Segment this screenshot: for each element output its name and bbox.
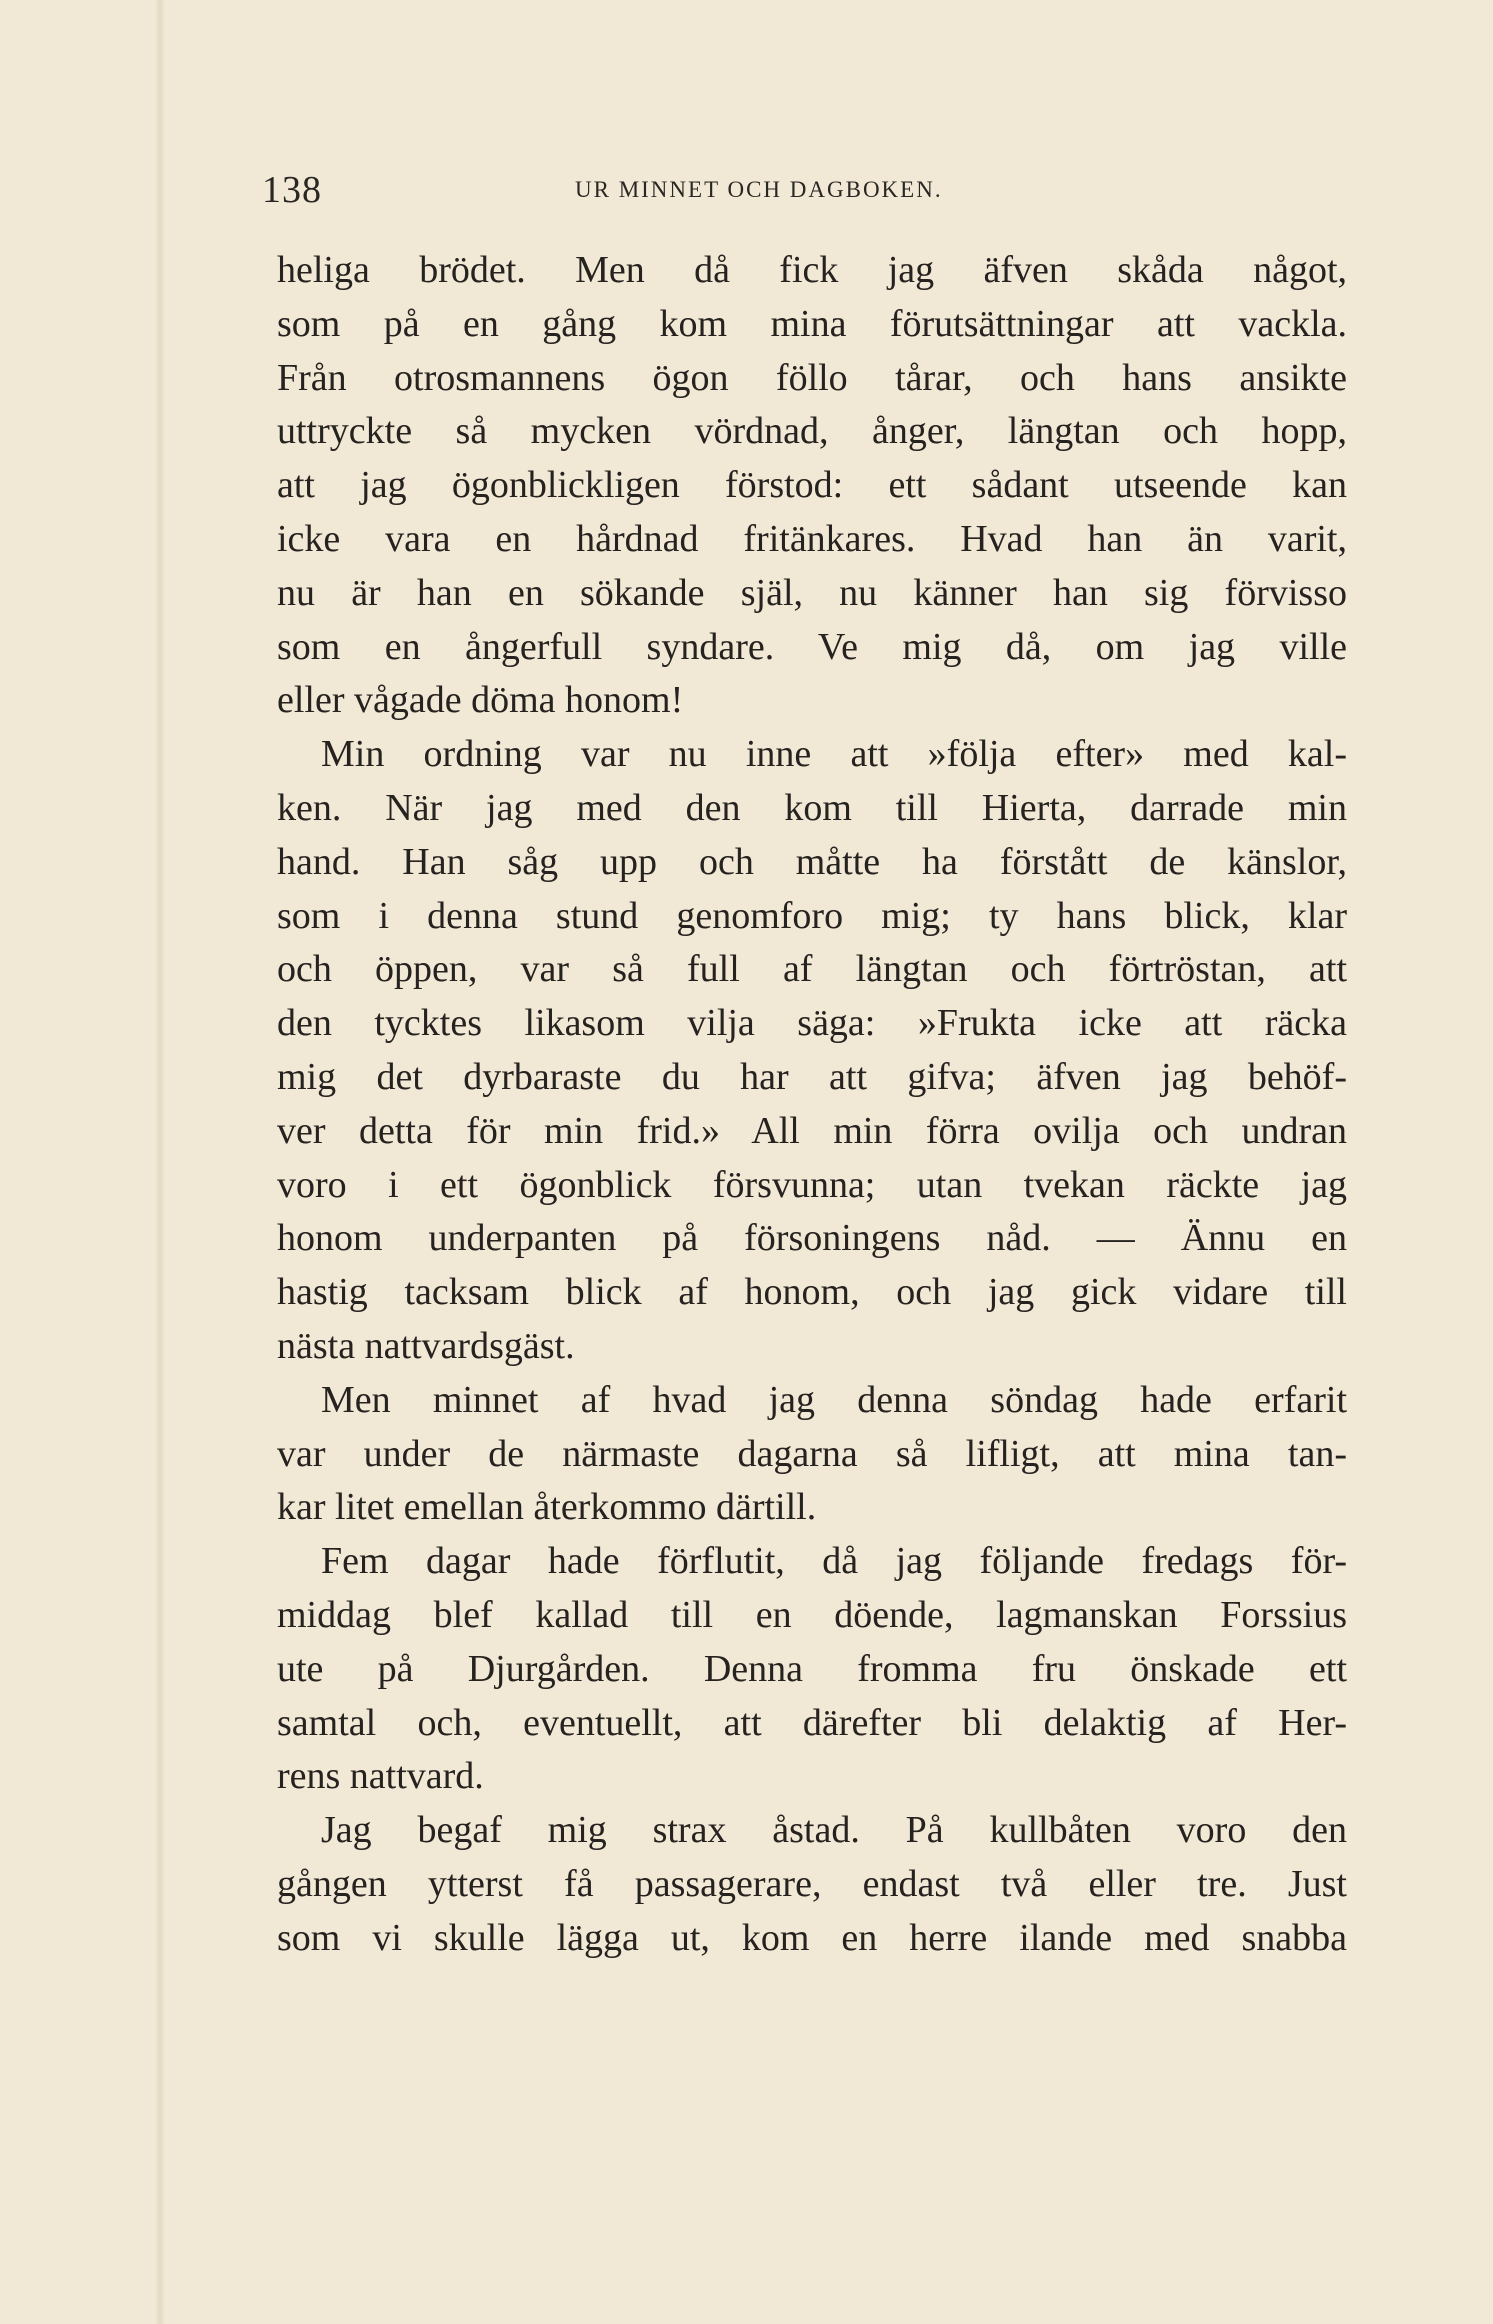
text-line: och öppen, var så full af längtan och förtröstan, att <box>277 948 1347 991</box>
text-line: att jag ögonblickligen förstod: ett sådant utseende kan <box>277 464 1347 507</box>
text-line: heliga brödet. Men då fick jag äfven skåda något, <box>277 249 1347 291</box>
text-line: rens nattvard. <box>277 1755 484 1798</box>
text-line: Fem dagar hade förflutit, då jag följande fredags för- <box>321 1540 1347 1583</box>
text-line: nästa nattvardsgäst. <box>277 1324 575 1367</box>
text-line: var under de närmaste dagarna så lifligt, att mina tan- <box>277 1432 1347 1475</box>
text-line: Men minnet af hvad jag denna söndag hade erfarit <box>321 1378 1347 1421</box>
text-line: den tycktes likasom vilja säga: »Frukta icke att räcka <box>277 1002 1347 1045</box>
text-line: samtal och, eventuellt, att därefter bli delaktig af Her- <box>277 1701 1347 1744</box>
text-line: hastig tacksam blick af honom, och jag gick vidare till <box>277 1271 1347 1314</box>
text-line: som på en gång kom mina förutsättningar att vackla. <box>277 302 1347 345</box>
text-line: som i denna stund genomforo mig; ty hans blick, klar <box>277 894 1347 937</box>
text-line: hand. Han såg upp och måtte ha förstått de känslor, <box>277 840 1347 883</box>
text-line: Jag begaf mig strax åstad. På kullbåten voro den <box>321 1809 1347 1852</box>
text-line: icke vara en hårdnad fritänkares. Hvad han än varit, <box>277 517 1347 560</box>
text-line: honom underpanten på försoningens nåd. — Ännu en <box>277 1217 1347 1260</box>
page-number: 138 <box>262 169 322 211</box>
text-line: gången ytterst få passagerare, endast två eller tre. Just <box>277 1862 1347 1905</box>
text-line: ute på Djurgården. Denna fromma fru önskade ett <box>277 1647 1347 1690</box>
text-line: som vi skulle lägga ut, kom en herre ilande med snabba <box>277 1916 1347 1959</box>
page-edge-shadow <box>155 0 165 2324</box>
text-line: voro i ett ögonblick försvunna; utan tvekan räckte jag <box>277 1163 1347 1206</box>
body-text <box>277 244 1347 1966</box>
text-line: middag blef kallad till en döende, lagmanskan Forssius <box>277 1593 1347 1636</box>
text-line: kar litet emellan återkommo därtill. <box>277 1486 817 1529</box>
text-line: mig det dyrbaraste du har att gifva; äfven jag behöf- <box>277 1055 1347 1098</box>
text-line: uttryckte så mycken vördnad, ånger, längtan och hopp, <box>277 410 1347 453</box>
running-head: UR MINNET OCH DAGBOKEN. <box>575 177 943 202</box>
text-line: som en ångerfull syndare. Ve mig då, om jag ville <box>277 625 1347 668</box>
text-line: ver detta för min frid.» All min förra ovilja och undran <box>277 1109 1347 1152</box>
text-line: Min ordning var nu inne att »följa efter» med kal- <box>321 733 1347 776</box>
page-header <box>0 160 1493 210</box>
text-line: ken. När jag med den kom till Hierta, darrade min <box>277 786 1347 829</box>
text-line: eller vågade döma honom! <box>277 679 684 722</box>
text-line: nu är han en sökande själ, nu känner han sig förvisso <box>277 571 1347 614</box>
text-line: Från otrosmannens ögon föllo tårar, och hans ansikte <box>277 356 1347 399</box>
